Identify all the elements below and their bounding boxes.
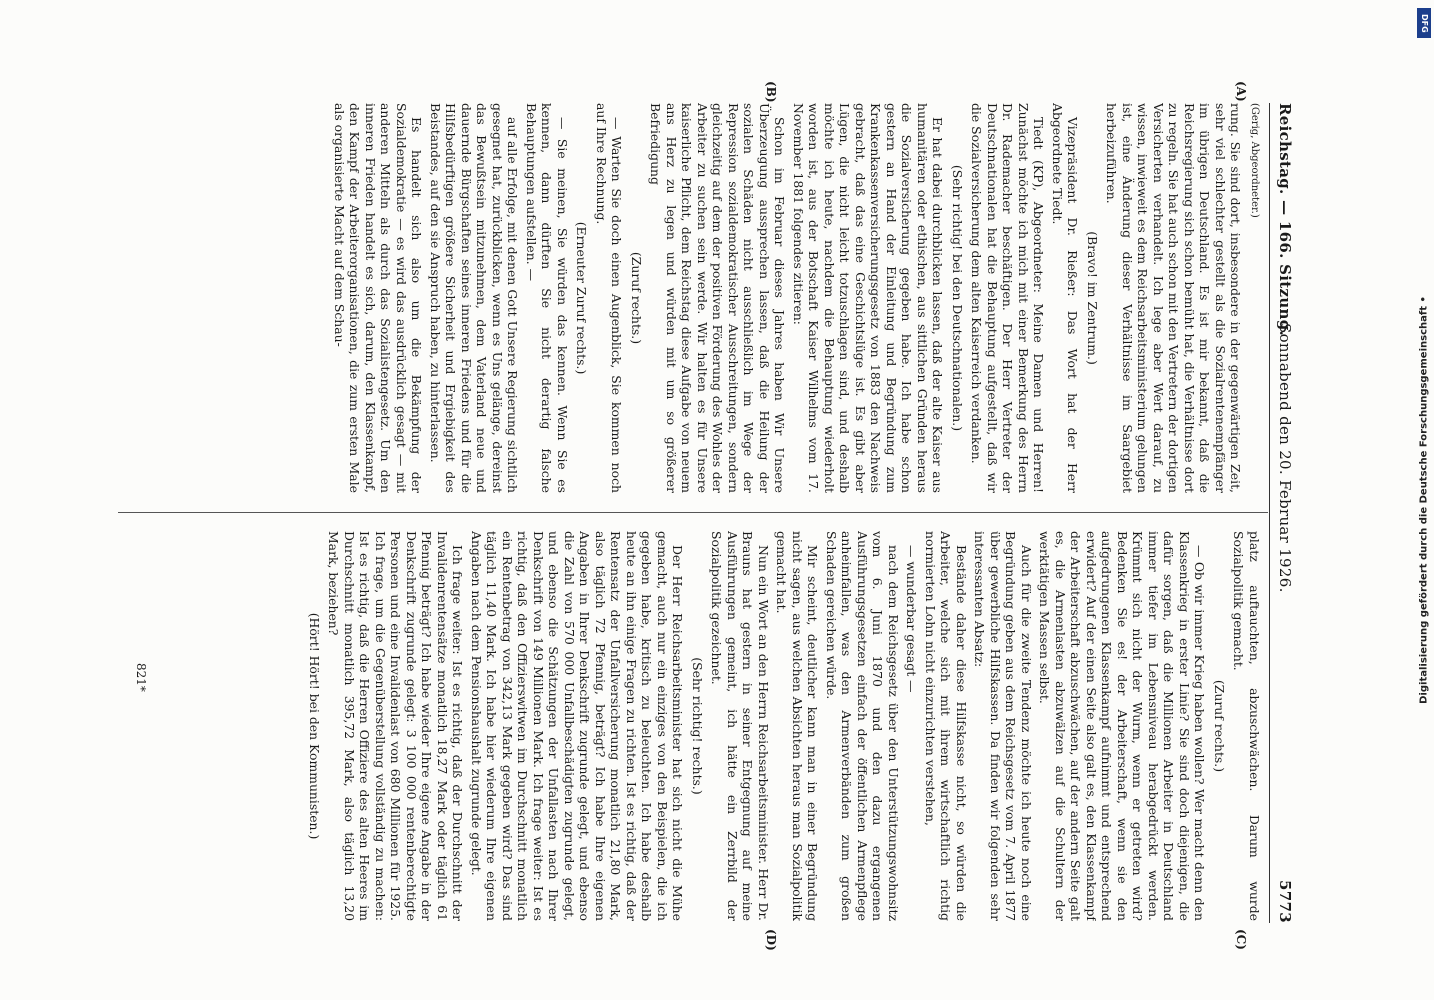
paragraph: — wunderbar gesagt — — [904, 545, 920, 693]
paragraph: Vizepräsident Dr. Rießer: Das Wort hat der Herr Abgeordnete Tiedt. — [1050, 103, 1081, 493]
paragraph: — Warten Sie doch einen Augenblick, Sie kommen noch auf Ihre Rechnung. — [594, 103, 625, 493]
marker-c: (C) — [1234, 929, 1248, 950]
header-date: Sonnabend den 20. Februar 1926. — [1276, 323, 1294, 593]
paragraph: Der Herr Reichsarbeitsminister hat sich nicht die Mühe gemacht, auch nur ein einziges von den Beispielen, die ich gegeben habe, kritisch zu beleuchten. Ich habe deshalb heute an ihn einige Fragen zu richten. Ist es richtig, daß der Rentensatz der Unfallversicherung monatlich 21,80 Mark, also täglich 72 Pfennig, beträgt? Ich habe Ihre eigenen Angaben in Ihrer Denkschrift zugrunde gelegt, und ebenso die Zahl von 570 000 Unfallbeschädigten zugrunde gelegt, und ebenso die Schätzungen der Unfallasten nach Ihrer Denkschrift von 149 Millionen Mark. Ich frage weiter: Ist es richtig, daß den Offizierswitwen im Durchschnitt monatlich ein Rentenbetrag von 342,13 Mark gegeben wird? Das sind täglich 11,40 Mark. Ich habe hier wiederum Ihre eigenen Angaben nach dem Pensionshaushalt zugrunde gelegt. — [469, 531, 686, 921]
page-header — [1272, 103, 1298, 923]
dfg-logo: DFG — [1417, 8, 1431, 38]
left-column — [122, 103, 1262, 493]
interjection: (Bravo! im Zentrum.) — [1085, 231, 1100, 365]
dfg-credit-text: Digitalisierung gefördert durch die Deutsche Forschungsgemeinschaft • — [1418, 296, 1430, 704]
quote-paragraph: auf alle Erfolge, mit denen Gott Unsere Regierung sichtlich gesegnet hat, zurückblicken, wenn es Uns gelänge, dereinst das Bewußtsein mitzunehmen, dem Vaterland neue und dauernde Bürgschaften seines inneren Friedens und für die Hilfsbedürftigen größere Sicherheit und Ergiebigkeit des Beistandes, auf den sie Anspruch haben, zu hinterlassen. — [428, 103, 521, 493]
paragraph: Tiedt (KP), Abgeordneter: Meine Damen und Herren! Zunächst möchte ich mich mit einer Bemerkung des Herrn Dr. Rademacher beschäftigen. Der Herr Vertreter der Deutschnationalen hat die Behauptung aufgestellt, daß wir die Sozialversicherung dem alten Kaiserreich verdanken. — [969, 103, 1047, 493]
quote-paragraph: nach dem Reichsgesetz über den Unterstützungswohnsitz vom 6. Juni 1870 und den dazu ergangenen Ausführungsgesetzen einfach der öffentlichen Armenpflege anheimfallen, was den Armenverbänden zum großen Schaden gereichen würde. — [824, 531, 901, 921]
interjection: (Sehr richtig! bei den Deutschnationalen.) — [950, 164, 965, 432]
paragraph: — Sie meinen, Sie würden das kennen. Wenn Sie es kennen, dann dürften Sie nicht derartig falsche Behauptungen aufstellen. — — [524, 103, 570, 493]
interjection: (Zuruf rechts.) — [1212, 679, 1227, 773]
paragraph: Auch für die zweite Tendenz möchte ich heute noch eine Begründung geben aus dem Reichsgesetz vom 7. April 1877 über gewerbliche Hilfskassen. Da finden wir folgenden sehr interessanten Absatz: — [972, 531, 1034, 921]
column-divider — [118, 512, 1268, 513]
interjection: (Sehr richtig! rechts.) — [690, 657, 705, 795]
interjection: (Hört! Hört! bei den Kommunisten.) — [307, 612, 322, 840]
marker-d: (D) — [764, 929, 778, 951]
paragraph: rung. Sie sind dort, insbesondere in der gegenwärtigen Zeit, sehr viel schlechter gestellt als die Sozialrentenempfänger im übrigen Deutschland. Es ist mir bekannt, daß die Reichsregierung sich schon bemüht hat, die Verhältnisse dort zu regeln. Sie hat auch schon mit den Vertretern der dortigen Versicherten verhandelt. Ich lege aber Wert darauf, zu wissen, inwieweit es dem Reichsarbeitsministerium gelungen ist, eine Änderung dieser Verhältnisse im Saargebiet herbeizuführen. — [1104, 103, 1244, 493]
paragraph: Mir scheint, deutlicher kann man in einer Begründung nicht sagen, aus welchen Absichten heraus man Sozialpolitik gemacht hat. — [774, 531, 821, 921]
signature-mark: 821* — [134, 663, 148, 692]
marker-a: (A) — [1234, 81, 1248, 102]
quote-paragraph: Schon im Februar dieses Jahres haben Wir Unsere Überzeugung aussprechen lassen, daß die Heilung der sozialen Schäden nicht ausschließlich im Wege der Repression sozialdemokratischer Ausschreitungen, sondern gleichzeitig auf dem der positiven Förderung des Wohles der Arbeiter zu suchen sein werde. Wir halten es für Unsere kaiserliche Pflicht, dem Reichstag diese Aufgabe von neuem ans Herz zu legen und würden mit um so größerer Befriedigung — [648, 103, 788, 493]
paragraph: Ich frage weiter: Ist es richtig, daß der Durchschnitt der Invalidenrentensätze monatlich 18,27 Mark oder täglich 61 Pfennig beträgt? Ich habe wieder Ihre eigene Angabe in der Denkschrift zugrunde gelegt: 3 100 000 rentenberechtigte Personen und eine Invalidenlast von 680 Millionen für 1925. Ich frage, um die Gegenüberstellung vollständig zu machen: Ist es richtig, daß die Herren Offiziere des alten Heeres im Durchschnitt monatlich 395,72 Mark, also täglich 13,20 Mark, beziehen? — [326, 531, 466, 921]
paragraph: Er hat dabei durchblicken lassen, daß der alte Kaiser aus humanitären oder ethischen, aus sittlichen Gründen heraus die Sozialversicherung gegeben habe. Ich habe schon gestern an Hand der Einleitung und Begründung zum Krankenkassenversicherungsgesetz von 1883 den Nachweis gebracht, daß das eine Geschichtslüge ist. Es gibt aber Lügen, die nicht leicht totzuschlagen sind, und deshalb möchte ich heute, nachdem die Behauptung wiederholt worden ist, aus der Botschaft Kaiser Wilhelms vom 17. November 1881 folgendes zitieren: — [791, 103, 946, 493]
marker-b: (B) — [764, 81, 778, 103]
interjection: (Erneuter Zuruf rechts.) — [574, 221, 590, 375]
paragraph: platz auftauchten, abzuschwächen. Darum wurde Sozialpolitik gemacht. — [1231, 531, 1262, 921]
quote-paragraph: Bestände daher diese Hilfskasse nicht, so würden die Arbeiter, welche sich mit ihrem wirtschaftlich richtig normierten Lohn nicht einzurichten verstehen, — [923, 531, 969, 921]
interjection: (Zuruf rechts.) — [629, 251, 644, 345]
rotated-page — [108, 81, 1298, 951]
paragraph: Es handelt sich also um die Bekämpfung der Sozialdemokratie — es wird das ausdrücklich gesagt — mit anderen Mitteln als durch das Sozialistengesetz. Um den inneren Frieden handelt es sich, darum, den Klassenkampf, den Kampf der Arbeiterorganisationen, die zum ersten Male als organisierte Macht auf dem Schau- — [332, 103, 425, 493]
paragraph: Nun ein Wort an den Herrn Reichsarbeitsminister. Herr Dr. Brauns hat gestern in seiner Entgegnung auf meine Ausführungen gemeint, ich hätte ein Zerrbild der Sozialpolitik gezeichnet. — [709, 531, 771, 921]
page-number: 5773 — [1276, 880, 1294, 923]
right-column — [122, 531, 1262, 921]
speaker-tag: (Gerig, Abgeordneter.) — [1249, 103, 1260, 218]
header-left: Reichstag. — 166. Sitzung. — [1276, 103, 1294, 337]
paragraph: — Ob wir immer Krieg haben wollen? Wer macht denn den Klassenkrieg in erster Linie? Sie sind doch diejenigen, die dafür sorgen, daß die Millionen Arbeiter in Deutschland immer tiefer im Lebensniveau herabgedrückt werden. Krümmt sich nicht der Wurm, wenn er getreten wird? Bedenken Sie es! der Arbeiterschaft, wenn sie den aufgedrungenen Klassenkampf aufnimmt und entsprechend erwidert? Auf der einen Seite also galt es, den Klassenkampf der Arbeiterschaft abzuschwächen, auf der andern Seite galt es, die Armenlasten abzuwälzen auf die Schultern der werktätigen Massen selbst. — [1037, 531, 1208, 921]
header-rule — [1269, 103, 1270, 923]
